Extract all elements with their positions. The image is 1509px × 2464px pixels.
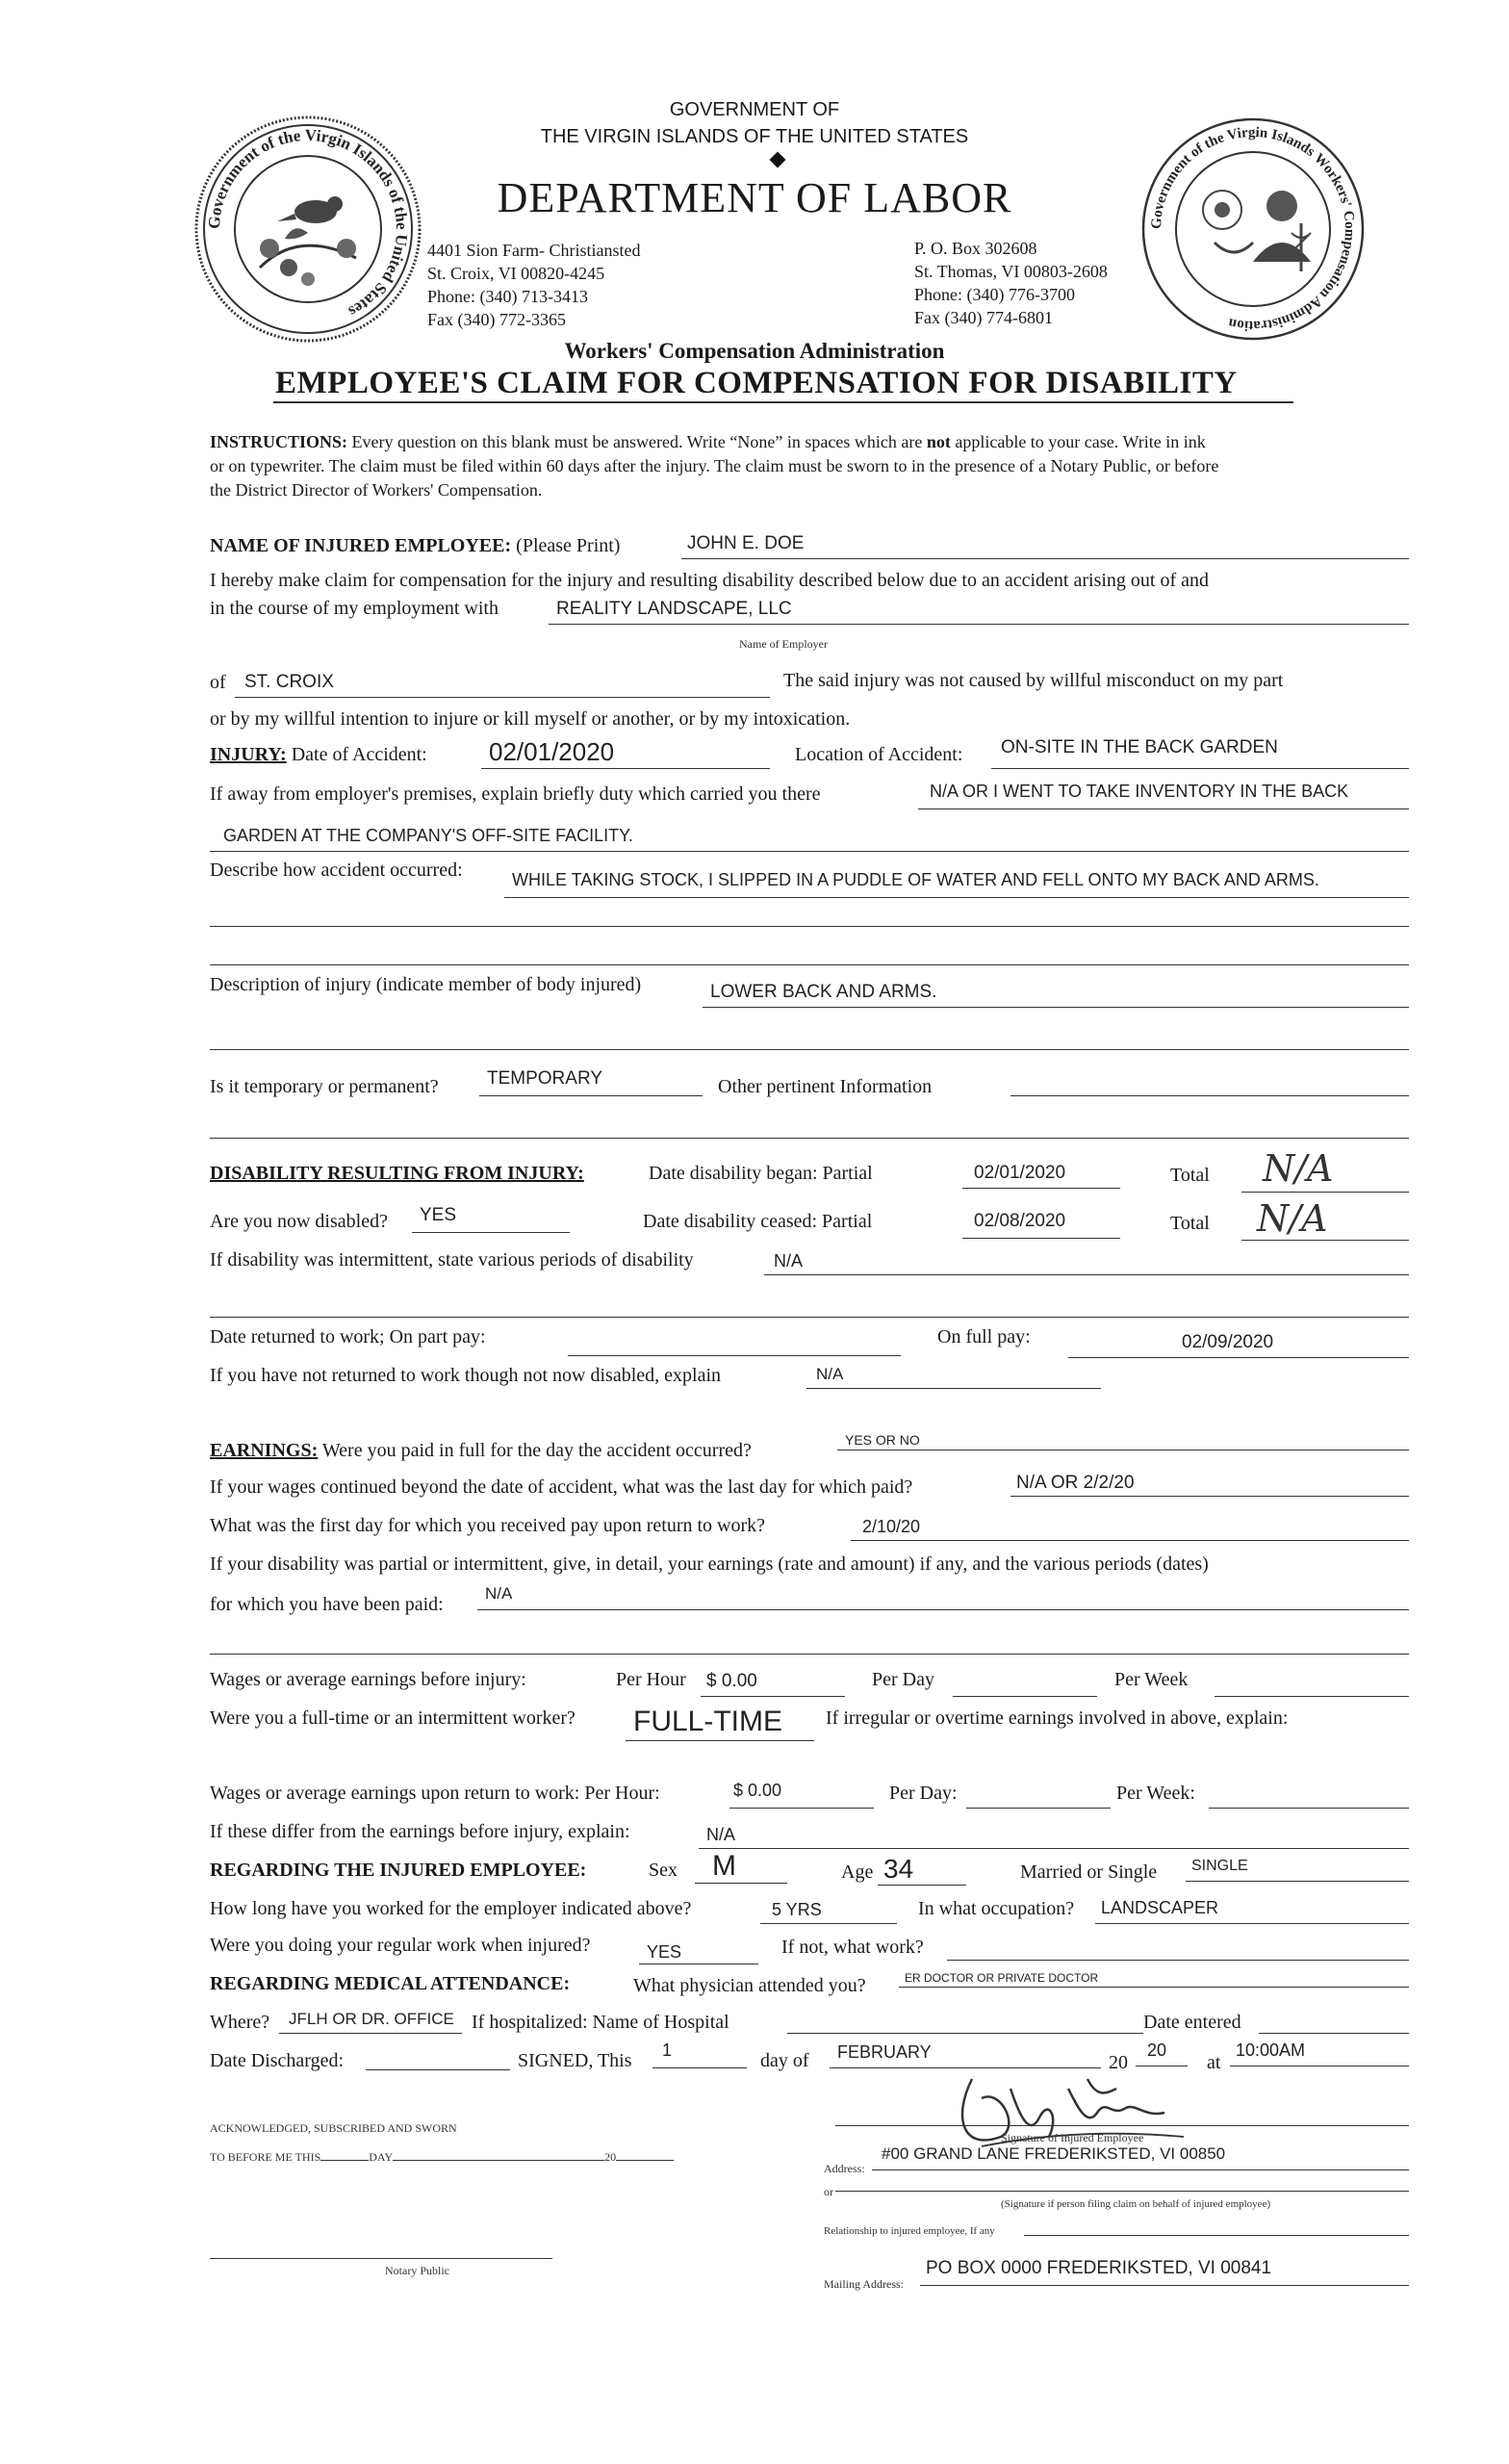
ceased-total-label: Total [1170, 1213, 1210, 1234]
notary-public-label: Notary Public [385, 2264, 449, 2277]
notary-line [210, 2258, 552, 2259]
physician-label: What physician attended you? [633, 1975, 866, 1996]
partial-earnings-line-2 [210, 1654, 1409, 1655]
left-address: 4401 Sion Farm- Christiansted St. Croix, VI 00820-4245 Phone: (340) 713-3413 Fax (340) 772-3365 [427, 241, 641, 329]
differ-line [699, 1848, 1409, 1849]
partial-earnings-label-2: for which you have been paid: [210, 1594, 444, 1615]
describe-accident-field[interactable]: WHILE TAKING STOCK, I SLIPPED IN A PUDDLE OF WATER AND FELL ONTO MY BACK AND ARMS. [512, 870, 1319, 889]
discharged-line [366, 2069, 510, 2070]
occupation-label: In what occupation? [918, 1898, 1075, 1919]
year-prefix: 20 [1109, 2052, 1128, 2073]
married-line [1186, 1881, 1409, 1882]
department-title: DEPARTMENT OF LABOR [497, 174, 1012, 221]
ceased-partial-line [962, 1238, 1120, 1239]
address-label: Address: [824, 2162, 865, 2175]
wages-before-hour-field[interactable]: $ 0.00 [706, 1671, 757, 1691]
fulltime-field[interactable]: FULL-TIME [633, 1706, 783, 1737]
partial-earnings-field[interactable]: N/A [485, 1584, 513, 1603]
other-info-line-2 [210, 1138, 1409, 1139]
at-label: at [1207, 2052, 1221, 2073]
occupation-line [1095, 1923, 1409, 1924]
full-pay-label: On full pay: [937, 1326, 1031, 1348]
accident-date-line [481, 768, 770, 769]
first-day-label: What was the first day for which you received pay upon return to work? [210, 1515, 766, 1536]
where-field[interactable]: JFLH OR DR. OFFICE [289, 2010, 454, 2028]
seal-text: Government of the Virgin Islands of the United States [204, 125, 412, 321]
not-returned-line [806, 1388, 1101, 1389]
away-duty-field-2[interactable]: GARDEN AT THE COMPANY'S OFF-SITE FACILITY. [223, 826, 633, 845]
form-title: EMPLOYEE'S CLAIM FOR COMPENSATION FOR DISABILITY [275, 366, 1238, 400]
intermittent-line [764, 1274, 1409, 1275]
away-label: If away from employer's premises, explain briefly duty which carried you there [210, 783, 821, 805]
began-total-label: Total [1170, 1165, 1210, 1186]
irregular-label: If irregular or overtime earnings involved in above, explain: [826, 1707, 1289, 1729]
not-returned-label: If you have not returned to work though not now disabled, explain [210, 1365, 721, 1386]
full-pay-field[interactable]: 02/09/2020 [1182, 1332, 1274, 1352]
accident-location-label: Location of Accident: [795, 744, 963, 765]
day-of-label: day of [760, 2050, 809, 2071]
return-week-line [1209, 1808, 1409, 1809]
first-day-line [851, 1540, 1409, 1541]
away-duty-field-1[interactable]: N/A OR I WENT TO TAKE INVENTORY IN THE BACK [930, 782, 1349, 801]
claim-text-2: in the course of my employment with [210, 598, 499, 619]
age-field[interactable]: 34 [883, 1854, 914, 1884]
agent-signature-line [835, 2191, 1409, 2192]
not-returned-field[interactable]: N/A [816, 1365, 844, 1383]
mailing-address-field[interactable]: PO BOX 0000 FREDERIKSTED, VI 00841 [926, 2258, 1272, 2278]
if-not-line [947, 1960, 1409, 1961]
misconduct-text-1: The said injury was not caused by willful misconduct on my part [783, 670, 1284, 691]
diamond-icon [770, 152, 786, 168]
where-label: Where? [210, 2012, 270, 2033]
began-partial-line [962, 1188, 1120, 1189]
per-week-label: Per Week [1114, 1669, 1189, 1690]
discharged-label: Date Discharged: [210, 2050, 345, 2071]
age-line [878, 1885, 966, 1886]
hospital-line [787, 2033, 1143, 2034]
temporary-field[interactable]: TEMPORARY [487, 1068, 603, 1089]
away-line-1 [918, 808, 1409, 809]
mailing-line [920, 2285, 1409, 2286]
other-info-label: Other pertinent Information [718, 1076, 933, 1097]
government-line-2: THE VIRGIN ISLANDS OF THE UNITED STATES [540, 126, 969, 147]
disability-section-label: DISABILITY RESULTING FROM INJURY: [210, 1163, 584, 1184]
where-line [279, 2033, 462, 2034]
age-label: Age [841, 1861, 874, 1883]
now-disabled-label: Are you now disabled? [210, 1211, 388, 1232]
disability-ceased-label: Date disability ceased: Partial [643, 1211, 873, 1232]
wages-continued-label: If your wages continued beyond the date of accident, what was the last day for which paid? [210, 1476, 913, 1498]
describe-line-2 [210, 926, 1409, 927]
seal-text: Government of the Virgin Islands Workers' Compensation Administration [1148, 124, 1358, 334]
regular-work-label: Were you doing your regular work when injured? [210, 1935, 591, 1956]
instructions: INSTRUCTIONS: Every question on this blank must be answered. Write “None” in spaces which are not applicable to your case. Write in ink or on typewriter. The claim must be filed within 60 days after the injury. The claim must be sworn to in the presence of a Notary Public, or before the District Director of Workers' Compensation. [210, 432, 1219, 500]
temporary-line [479, 1095, 703, 1096]
employer-field[interactable]: REALITY LANDSCAPE, LLC [556, 599, 792, 619]
intermittent-field[interactable]: N/A [774, 1251, 804, 1270]
physician-field[interactable]: ER DOCTOR OR PRIVATE DOCTOR [905, 1971, 1099, 1985]
per-week-label-2: Per Week: [1116, 1783, 1195, 1804]
per-day-label-2: Per Day: [889, 1783, 958, 1804]
disability-began-label: Date disability began: Partial [649, 1163, 873, 1184]
describe-line-3 [210, 964, 1409, 965]
per-hour-label: Per Hour [616, 1669, 686, 1690]
accident-date-field[interactable]: 02/01/2020 [489, 737, 615, 766]
date-entered-label: Date entered [1143, 2012, 1241, 2033]
signature-caption: Signature of Injured Employee [1001, 2131, 1144, 2144]
how-long-line [760, 1923, 897, 1924]
employee-name-field[interactable]: JOHN E. DOE [687, 533, 805, 553]
title-underline [273, 401, 1293, 403]
married-field[interactable]: SINGLE [1191, 1858, 1248, 1874]
paid-full-label: EARNINGS: Were you paid in full for the day the accident occurred? [210, 1440, 752, 1461]
employee-signature-line [835, 2125, 1409, 2126]
signed-year-field[interactable]: 20 [1147, 2040, 1167, 2060]
disability-ceased-total-field[interactable]: N/A [1257, 1197, 1328, 1240]
date-entered-line [1259, 2033, 1409, 2034]
svg-text:Government of the Virgin Islan [1149, 125, 1357, 333]
partial-earnings-label-1: If your disability was partial or intermittent, give, in detail, your earnings (rate and amount) if any, and the various periods (dates) [210, 1553, 1209, 1575]
injury-desc-line-2 [210, 1049, 1409, 1050]
injury-desc-line [703, 1007, 1409, 1008]
injury-date-label: INJURY: Date of Accident: [210, 744, 427, 765]
disability-began-partial-field[interactable]: 02/01/2020 [974, 1163, 1066, 1183]
wages-return-hour-field[interactable]: $ 0.00 [733, 1781, 782, 1800]
sex-label: Sex [649, 1860, 678, 1881]
relationship-label: Relationship to injured employee, If any [824, 2225, 995, 2237]
now-disabled-line [412, 1232, 570, 1233]
hospital-label: If hospitalized: Name of Hospital [472, 2012, 729, 2033]
of-line [235, 697, 770, 698]
away-line-2 [210, 851, 1409, 852]
ack-line-2: TO BEFORE ME THIS DAY 20 [210, 2150, 674, 2165]
partial-earnings-line [477, 1609, 1409, 1610]
full-pay-line [1068, 1357, 1409, 1358]
paid-full-field[interactable]: YES OR NO [845, 1432, 920, 1448]
before-week-line [1215, 1696, 1409, 1697]
if-not-label: If not, what work? [781, 1937, 924, 1958]
intermittent-label: If disability was intermittent, state various periods of disability [210, 1249, 694, 1270]
first-day-field[interactable]: 2/10/20 [862, 1517, 921, 1536]
agent-signature-caption: (Signature if person filing claim on behalf of injured employee) [1001, 2198, 1271, 2210]
signed-label: SIGNED, This [518, 2050, 632, 2071]
name-line [681, 558, 1409, 559]
other-info-line [1010, 1095, 1409, 1096]
accident-location-field[interactable]: ON-SITE IN THE BACK GARDEN [1001, 737, 1278, 757]
virgin-islands-government-seal-icon [192, 114, 423, 345]
address-line [872, 2169, 1409, 2170]
how-long-field[interactable]: 5 YRS [772, 1900, 822, 1919]
sex-field[interactable]: M [712, 1850, 736, 1882]
wages-continued-line [1010, 1496, 1409, 1497]
wages-return-label: Wages or average earnings upon return to work: Per Hour: [210, 1783, 660, 1804]
return-hour-line [729, 1808, 874, 1809]
per-day-label: Per Day [872, 1669, 934, 1690]
now-disabled-field[interactable]: YES [420, 1205, 457, 1225]
location-line [991, 768, 1409, 769]
claim-text-1: I hereby make claim for compensation for the injury and resulting disability described below due to an accident arising out of and [210, 570, 1210, 591]
how-long-label: How long have you worked for the employer indicated above? [210, 1898, 692, 1919]
time-field[interactable]: 10:00AM [1236, 2040, 1306, 2060]
fulltime-line [626, 1740, 814, 1741]
relationship-line [1024, 2235, 1409, 2236]
address-field[interactable]: #00 GRAND LANE FREDERIKSTED, VI 00850 [882, 2144, 1226, 2163]
physician-line [899, 1987, 1409, 1988]
describe-label: Describe how accident occurred: [210, 860, 463, 881]
disability-began-total-field[interactable]: N/A [1263, 1147, 1334, 1190]
injury-description-field[interactable]: LOWER BACK AND ARMS. [710, 982, 937, 1002]
regarding-employee-label: REGARDING THE INJURED EMPLOYEE: [210, 1860, 587, 1881]
returned-label: Date returned to work; On part pay: [210, 1326, 486, 1348]
describe-line-1 [504, 897, 1409, 898]
employer-caption: Name of Employer [739, 637, 828, 651]
intermittent-line-2 [210, 1317, 1409, 1318]
occupation-field[interactable]: LANDSCAPER [1101, 1898, 1219, 1917]
regular-work-field[interactable]: YES [647, 1942, 682, 1962]
fulltime-label: Were you a full-time or an intermittent worker? [210, 1707, 575, 1729]
government-line-1: GOVERNMENT OF [669, 99, 840, 120]
temporary-label: Is it temporary or permanent? [210, 1076, 439, 1097]
medical-section-label: REGARDING MEDICAL ATTENDANCE: [210, 1973, 571, 1994]
administration-name: Workers' Compensation Administration [564, 339, 945, 363]
name-label: NAME OF INJURED EMPLOYEE: (Please Print) [210, 535, 621, 556]
married-label: Married or Single [1020, 1861, 1158, 1883]
signed-day-line [652, 2067, 747, 2068]
mailing-label: Mailing Address: [824, 2277, 904, 2291]
injury-description-label: Description of injury (indicate member of body injured) [210, 974, 642, 995]
of-location-field[interactable]: ST. CROIX [244, 672, 334, 692]
disability-ceased-partial-field[interactable]: 02/08/2020 [974, 1211, 1066, 1231]
before-hour-line [701, 1696, 845, 1697]
ceased-total-line [1241, 1240, 1409, 1241]
or-label: or [824, 2185, 833, 2198]
differ-field[interactable]: N/A [706, 1825, 736, 1844]
signed-month-field[interactable]: FEBRUARY [837, 2042, 932, 2062]
sex-line [695, 1883, 787, 1884]
of-label: of [210, 672, 226, 693]
misconduct-text-2: or by my willful intention to injure or kill myself or another, or by my intoxication. [210, 708, 851, 730]
employer-line [549, 624, 1409, 625]
before-day-line [953, 1696, 1097, 1697]
return-day-line [966, 1808, 1111, 1809]
ack-line-1: ACKNOWLEDGED, SUBSCRIBED AND SWORN [210, 2121, 457, 2135]
differ-label: If these differ from the earnings before injury, explain: [210, 1821, 630, 1842]
part-pay-line [568, 1355, 901, 1356]
began-total-line [1241, 1192, 1409, 1193]
workers-compensation-seal-icon [1138, 117, 1368, 341]
signed-day-field[interactable]: 1 [662, 2040, 673, 2060]
wages-before-label: Wages or average earnings before injury: [210, 1669, 526, 1690]
wages-continued-field[interactable]: N/A OR 2/2/20 [1016, 1473, 1135, 1493]
right-address: P. O. Box 302608 St. Thomas, VI 00803-2608 Phone: (340) 776-3700 Fax (340) 774-6801 [914, 239, 1108, 327]
